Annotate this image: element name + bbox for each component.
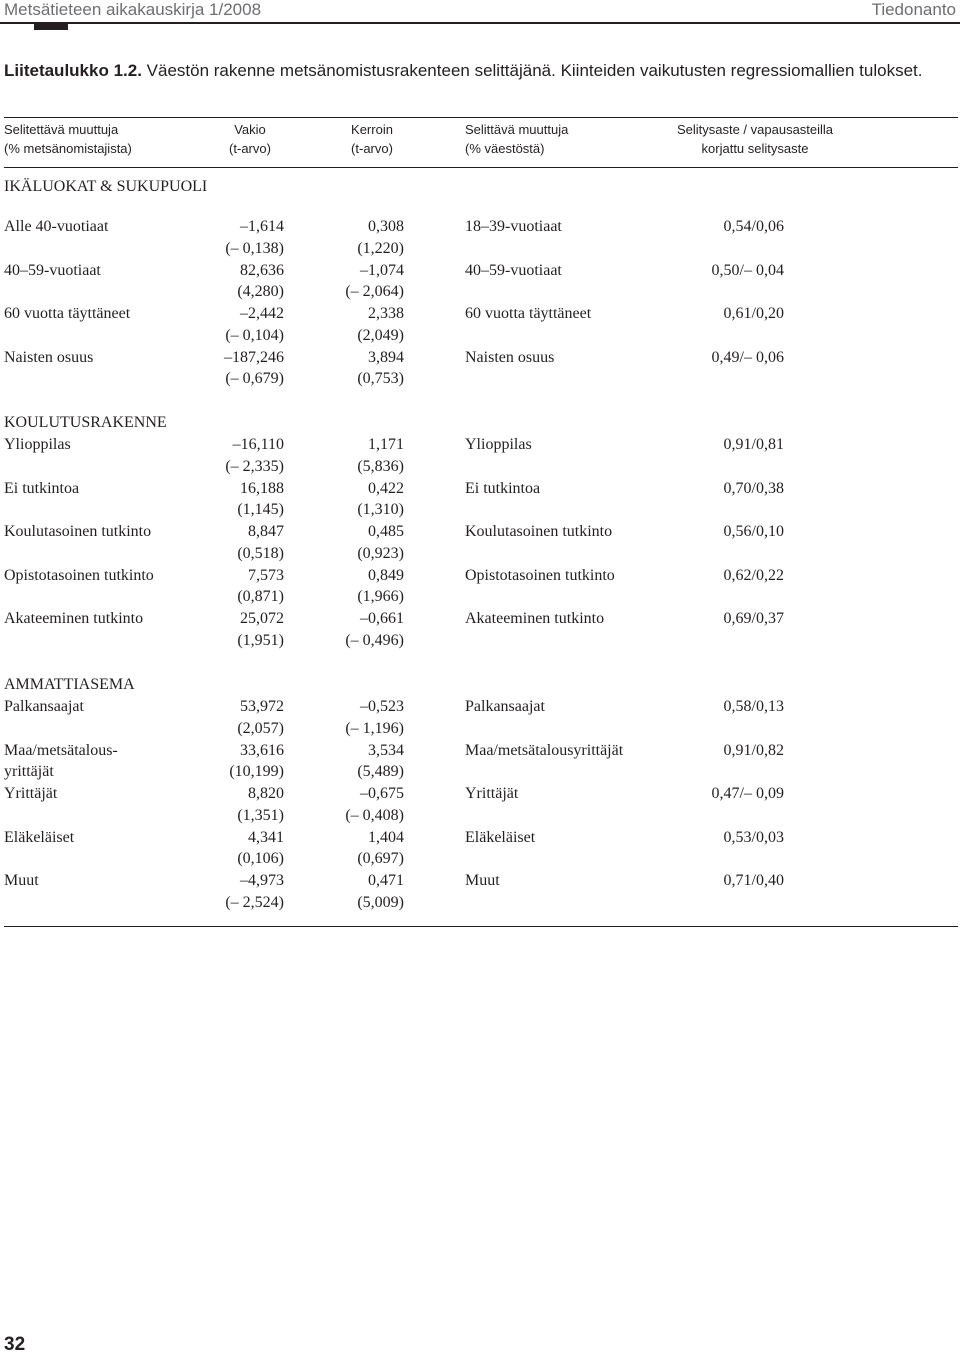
constant-value: 16,188 <box>240 479 284 497</box>
table-title-label: Liitetaulukko 1.2. <box>4 61 142 80</box>
explanatory-variable: 40–59-vuotiaat <box>465 261 562 279</box>
constant-value: 82,636 <box>240 261 284 279</box>
constant-value: 8,820 <box>248 785 284 803</box>
page-header-section: Tiedonanto <box>871 0 956 19</box>
coefficient-value: –1,074 <box>360 261 404 279</box>
coefficient-value: 0,471 <box>368 872 404 890</box>
coefficient-value: 2,338 <box>368 305 404 323</box>
explanatory-variable: Koulutasoinen tutkinto <box>465 523 613 541</box>
constant-value: 7,573 <box>248 566 284 584</box>
row-label-continued: yrittäjät <box>4 763 54 781</box>
coefficient-value: –0,675 <box>360 785 404 803</box>
r-squared-value: 0,61/0,20 <box>723 305 784 323</box>
row-label: 40–59-vuotiaat <box>4 261 101 279</box>
coefficient-t-value: (1,310) <box>357 501 404 519</box>
coefficient-value: 0,422 <box>368 479 404 497</box>
explanatory-variable: 60 vuotta täyttäneet <box>465 305 592 323</box>
row-label: Palkansaajat <box>4 698 84 715</box>
coefficient-t-value: (5,836) <box>357 457 404 475</box>
r-squared-value: 0,47/– 0,09 <box>711 785 784 803</box>
constant-value: 53,972 <box>240 698 284 715</box>
explanatory-variable: Eläkeläiset <box>465 828 536 846</box>
r-squared-value: 0,91/0,82 <box>723 741 784 759</box>
page-header-journal: Metsätieteen aikakauskirja 1/2008 <box>4 0 262 19</box>
constant-t-value: (0,106) <box>237 850 284 868</box>
table-title-text: Väestön rakenne metsänomistusrakenteen selittäjänä. Kiinteiden vaikutusten regressiomallien tulokset. <box>141 61 923 80</box>
explanatory-variable: 18–39-vuotiaat <box>465 218 562 235</box>
coefficient-value: 3,894 <box>368 348 404 366</box>
constant-value: –187,246 <box>224 348 284 366</box>
explanatory-variable: Naisten osuus <box>465 348 555 366</box>
coefficient-t-value: (– 0,496) <box>345 631 404 649</box>
coefficient-t-value: (– 1,196) <box>345 719 404 737</box>
row-label: Yrittäjät <box>4 785 58 803</box>
col-header-explanatory-sub: (% väestöstä) <box>465 141 545 156</box>
constant-t-value: (– 0,104) <box>225 326 284 344</box>
r-squared-value: 0,58/0,13 <box>723 698 784 715</box>
r-squared-value: 0,49/– 0,06 <box>711 348 784 366</box>
row-label: Opistotasoinen tutkinto <box>4 566 154 584</box>
coefficient-t-value: (0,697) <box>357 850 404 868</box>
constant-value: –16,110 <box>232 436 284 453</box>
constant-t-value: (0,518) <box>237 544 284 562</box>
row-label: Akateeminen tutkinto <box>4 610 144 628</box>
table-top-rule <box>4 117 958 118</box>
coefficient-value: 3,534 <box>368 741 404 759</box>
constant-t-value: (– 2,524) <box>225 893 284 911</box>
col-header-r2: Selitysaste / vapausasteilla <box>676 122 834 137</box>
section-heading: KOULUTUSRAKENNE <box>4 414 167 431</box>
constant-value: –4,973 <box>240 872 284 890</box>
explanatory-variable: Opistotasoinen tutkinto <box>465 566 615 584</box>
constant-t-value: (1,145) <box>237 501 284 519</box>
r-squared-value: 0,56/0,10 <box>723 523 784 541</box>
row-label: Eläkeläiset <box>4 828 75 846</box>
constant-value: 8,847 <box>248 523 284 541</box>
constant-t-value: (– 0,679) <box>225 370 284 388</box>
col-header-r2-sub: korjattu selitysaste <box>701 141 809 156</box>
constant-t-value: (1,951) <box>237 631 284 649</box>
r-squared-value: 0,54/0,06 <box>723 218 784 235</box>
row-label: Koulutasoinen tutkinto <box>4 523 152 541</box>
constant-value: –2,442 <box>240 305 284 323</box>
page-number: 32 <box>4 1334 26 1355</box>
row-label: Ylioppilas <box>4 436 71 453</box>
constant-t-value: (– 0,138) <box>225 239 284 257</box>
table-bottom-rule <box>4 926 958 927</box>
row-label: Ei tutkintoa <box>4 479 80 497</box>
r-squared-value: 0,53/0,03 <box>723 828 784 846</box>
coefficient-value: 1,404 <box>368 828 404 846</box>
explanatory-variable: Ei tutkintoa <box>465 479 541 497</box>
r-squared-value: 0,70/0,38 <box>723 479 784 497</box>
coefficient-t-value: (2,049) <box>357 326 404 344</box>
r-squared-value: 0,71/0,40 <box>723 872 784 890</box>
row-label: Naisten osuus <box>4 348 94 366</box>
explanatory-variable: Ylioppilas <box>465 436 532 453</box>
section-heading: IKÄLUOKAT & SUKUPUOLI <box>4 178 208 195</box>
row-label: 60 vuotta täyttäneet <box>4 305 131 323</box>
col-header-coefficient: Kerroin <box>351 122 393 137</box>
constant-t-value: (4,280) <box>237 283 284 301</box>
coefficient-t-value: (– 2,064) <box>345 283 404 301</box>
coefficient-t-value: (– 0,408) <box>345 806 404 824</box>
constant-t-value: (– 2,335) <box>225 457 284 475</box>
row-label: Alle 40-vuotiaat <box>4 218 109 235</box>
constant-t-value: (0,871) <box>237 588 284 606</box>
constant-t-value: (10,199) <box>229 763 284 781</box>
row-label: Maa/metsätalous- <box>4 741 118 759</box>
col-header-explanatory: Selittävä muuttuja <box>465 122 569 137</box>
coefficient-value: 1,171 <box>368 436 404 453</box>
r-squared-value: 0,62/0,22 <box>723 566 784 584</box>
col-header-coefficient-sub: (t-arvo) <box>351 141 393 156</box>
section-heading: AMMATTIASEMA <box>4 676 135 693</box>
r-squared-value: 0,50/– 0,04 <box>711 261 784 279</box>
coefficient-t-value: (5,009) <box>357 893 404 911</box>
explanatory-variable: Palkansaajat <box>465 698 545 715</box>
row-label: Muut <box>4 872 39 890</box>
header-accent-block <box>34 24 68 30</box>
table-title <box>4 60 954 82</box>
constant-value: –1,614 <box>240 218 284 235</box>
col-header-constant: Vakio <box>234 122 266 137</box>
coefficient-value: 0,849 <box>368 566 404 584</box>
coefficient-t-value: (1,220) <box>357 239 404 257</box>
coefficient-value: –0,523 <box>360 698 404 715</box>
coefficient-t-value: (5,489) <box>357 763 404 781</box>
col-header-constant-sub: (t-arvo) <box>229 141 271 156</box>
coefficient-t-value: (1,966) <box>357 588 404 606</box>
col-header-dependent: Selitettävä muuttuja <box>4 122 119 137</box>
r-squared-value: 0,91/0,81 <box>723 436 784 453</box>
coefficient-value: 0,485 <box>368 523 404 541</box>
header-rule <box>0 22 960 24</box>
r-squared-value: 0,69/0,37 <box>723 610 784 628</box>
constant-value: 4,341 <box>248 828 284 846</box>
constant-t-value: (2,057) <box>237 719 284 737</box>
coefficient-t-value: (0,923) <box>357 544 404 562</box>
constant-value: 33,616 <box>240 741 284 759</box>
explanatory-variable: Akateeminen tutkinto <box>465 610 605 628</box>
explanatory-variable: Maa/metsätalousyrittäjät <box>465 741 624 759</box>
constant-t-value: (1,351) <box>237 806 284 824</box>
header-bottom-rule <box>4 167 958 168</box>
explanatory-variable: Yrittäjät <box>465 785 519 803</box>
col-header-dependent-sub: (% metsänomistajista) <box>4 141 132 156</box>
coefficient-value: –0,661 <box>360 610 404 628</box>
constant-value: 25,072 <box>240 610 284 628</box>
coefficient-value: 0,308 <box>368 218 404 235</box>
coefficient-t-value: (0,753) <box>357 370 404 388</box>
explanatory-variable: Muut <box>465 872 500 890</box>
